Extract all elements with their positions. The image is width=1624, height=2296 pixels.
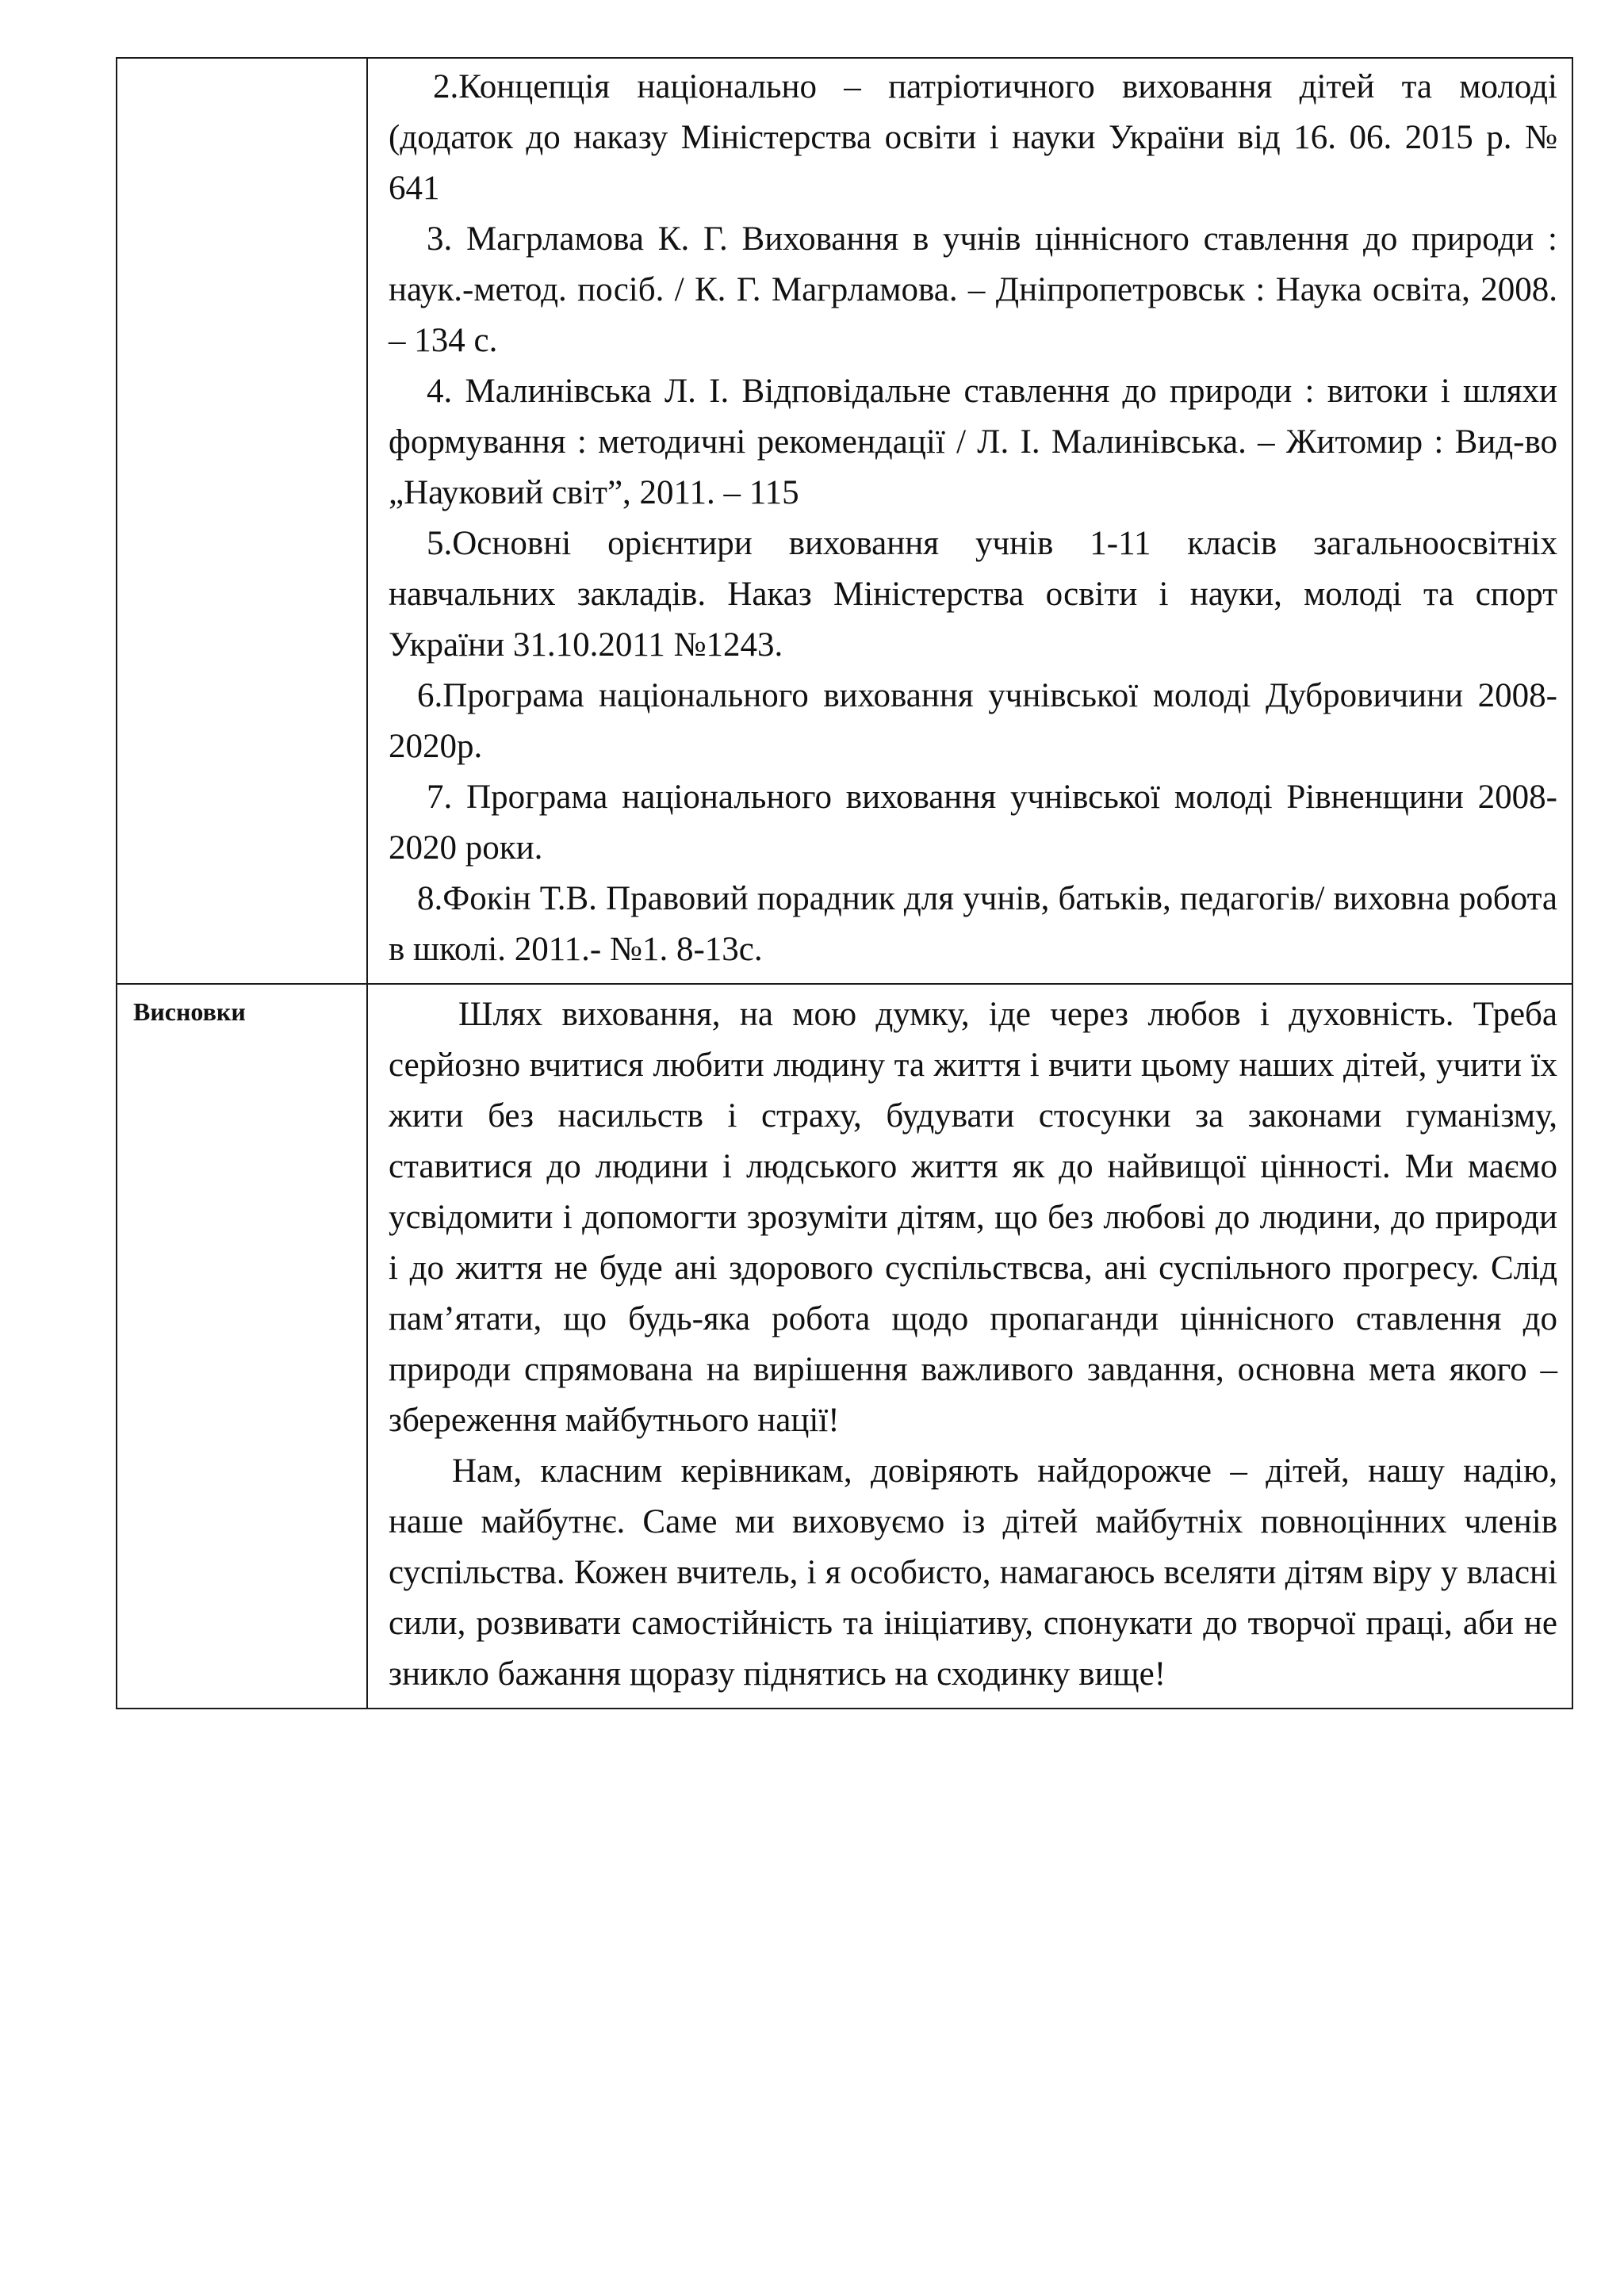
reference-item: 7. Програма національного виховання учнівської молоді Рівненщини 2008-2020 роки. — [389, 779, 1557, 867]
conclusion-paragraph: Шлях виховання, на мою думку, іде через любов і духовність. Треба серйозно вчитися любити людину та життя і вчити цьому наших дітей, учити їх жити без насильств і страху, будувати стосунки за законами гуманізму, ставитися до людини і людського життя як до найвищої цінності. Ми маємо усвідомити і допомогти зрозуміти дітям, що без любові до людини, до природи і до життя не буде ані здорового суспільствсва, ані суспільного прогресу. Слід пам’ятати, що будь-яка робота щодо пропаганди ціннісного ставлення до природи спрямована на вирішення важливого завдання, основна мета якого – збереження майбутнього нації! — [389, 996, 1557, 1439]
document-table — [116, 57, 1573, 1709]
references-label-cell — [117, 58, 367, 984]
conclusions-label: Висновки — [117, 984, 367, 1709]
reference-item: 8.Фокін Т.В. Правовий порадник для учнів, батьків, педагогів/ виховна робота в школі. 2011.- №1. 8-13с. — [389, 880, 1557, 968]
conclusions-body — [389, 985, 1557, 1700]
reference-item: 3. Магрламова К. Г. Виховання в учнів ціннісного ставлення до природи : наук.-метод. посіб. / К. Г. Магрламова. – Дніпропетровськ : Наука освіта, 2008. – 134 с. — [389, 220, 1557, 359]
conclusions-content-cell — [367, 984, 1572, 1709]
reference-item: 2.Концепція національно – патріотичного виховання дітей та молоді (додаток до наказу Міністерства освіти і науки України від 16. 06. 2015 р. № 641 — [389, 68, 1557, 207]
references-row — [117, 58, 1572, 984]
reference-item: 5.Основні орієнтири виховання учнів 1-11 класів загальноосвітніх навчальних закладів. Наказ Міністерства освіти і науки, молоді та спорт України 31.10.2011 №1243. — [389, 525, 1557, 664]
reference-item: 6.Програма національного виховання учнівської молоді Дубровичини 2008-2020р. — [389, 677, 1557, 765]
references-content-cell — [367, 58, 1572, 984]
conclusions-row — [117, 984, 1572, 1709]
reference-item: 4. Малинівська Л. І. Відповідальне ставлення до природи : витоки і шляхи формування : методичні рекомендації / Л. І. Малинівська. – Житомир : Вид-во „Науковий світ”, 2011. – 115 — [389, 373, 1557, 511]
reference-list — [389, 59, 1557, 975]
conclusion-paragraph: Нам, класним керівникам, довіряють найдорожче – дітей, нашу надію, наше майбутнє. Саме ми виховуємо із дітей майбутніх повноцінних членів суспільства. Кожен вчитель, і я особисто, намагаюсь вселяти дітям віру у власні сили, розвивати самостійність та ініціативу, спонукати до творчої праці, аби не зникло бажання щоразу піднятись на сходинку вище! — [389, 1452, 1557, 1693]
